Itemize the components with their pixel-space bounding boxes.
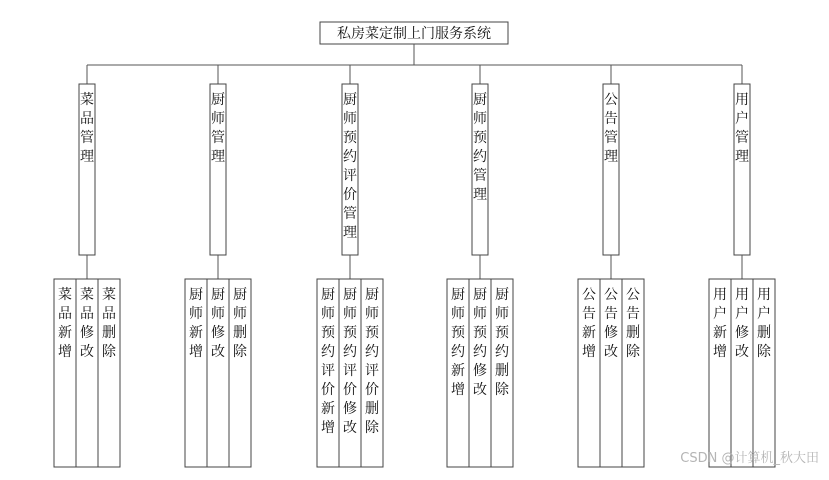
leaf-label-char: 公 xyxy=(582,287,596,303)
leaf-label-char: 新 xyxy=(189,325,203,341)
module-box xyxy=(210,84,226,255)
leaf-label-char: 菜 xyxy=(80,287,94,303)
leaf-label-char: 师 xyxy=(343,306,357,322)
leaf-label-char: 预 xyxy=(365,325,379,341)
leaf-label-char: 价 xyxy=(343,382,357,398)
watermark: CSDN @计算机_秋大田 xyxy=(680,451,819,466)
leaf-label-char: 预 xyxy=(473,325,487,341)
module-label-char: 理 xyxy=(211,149,225,165)
leaf-label-char: 新 xyxy=(321,401,335,417)
leaf-label-char: 用 xyxy=(713,287,727,303)
leaf-label-char: 删 xyxy=(102,325,116,341)
leaf-label-char: 新 xyxy=(58,325,72,341)
leaf-label-char: 删 xyxy=(233,325,247,341)
leaf-label-char: 删 xyxy=(757,325,771,341)
leaf-label-char: 户 xyxy=(735,306,749,322)
leaf-label-char: 增 xyxy=(451,382,465,398)
leaf-label-char: 师 xyxy=(189,306,203,322)
leaf-label-char: 预 xyxy=(495,325,509,341)
leaf-label-char: 评 xyxy=(343,363,357,379)
leaf-label-char: 品 xyxy=(80,306,94,322)
leaf-label-char: 约 xyxy=(321,344,335,360)
module-box xyxy=(603,84,619,255)
module-label-char: 价 xyxy=(343,187,357,203)
leaf-label-char: 修 xyxy=(473,363,487,379)
leaf-label-char: 评 xyxy=(365,363,379,379)
leaf-label-char: 品 xyxy=(102,306,116,322)
leaf-label-char: 告 xyxy=(604,306,618,322)
module-label-char: 理 xyxy=(735,149,749,165)
leaf-label-char: 除 xyxy=(365,420,379,436)
module-label-char: 理 xyxy=(473,187,487,203)
leaf-label-char: 用 xyxy=(735,287,749,303)
leaf-label-char: 修 xyxy=(211,325,225,341)
leaf-label-char: 公 xyxy=(604,287,618,303)
leaf-label-char: 师 xyxy=(451,306,465,322)
leaf-label-char: 修 xyxy=(80,325,94,341)
leaf-label-char: 改 xyxy=(473,382,487,398)
root-label: 私房菜定制上门服务系统 xyxy=(337,26,491,42)
module-label-char: 用 xyxy=(735,92,749,108)
leaf-label-char: 厨 xyxy=(233,287,247,303)
leaf-label-char: 修 xyxy=(735,325,749,341)
leaf-label-char: 增 xyxy=(189,344,203,360)
leaf-label-char: 约 xyxy=(495,344,509,360)
leaf-label-char: 修 xyxy=(604,325,618,341)
leaf-label-char: 约 xyxy=(473,344,487,360)
leaf-label-char: 厨 xyxy=(211,287,225,303)
leaf-label-char: 改 xyxy=(735,344,749,360)
module-label-char: 管 xyxy=(343,206,357,222)
leaf-label-char: 约 xyxy=(451,344,465,360)
leaf-label-char: 厨 xyxy=(451,287,465,303)
module-label-char: 师 xyxy=(473,111,487,127)
module-label-char: 菜 xyxy=(80,92,94,108)
module-box xyxy=(79,84,95,255)
leaf-label-char: 师 xyxy=(211,306,225,322)
leaf-label-char: 改 xyxy=(604,344,618,360)
module-label-char: 管 xyxy=(80,130,94,146)
leaf-label-char: 师 xyxy=(233,306,247,322)
module-label-char: 品 xyxy=(80,111,94,127)
module-label-char: 公 xyxy=(604,92,618,108)
leaf-label-char: 厨 xyxy=(321,287,335,303)
leaf-label-char: 除 xyxy=(757,344,771,360)
leaf-label-char: 告 xyxy=(582,306,596,322)
leaf-label-char: 修 xyxy=(343,401,357,417)
module-label-char: 师 xyxy=(211,111,225,127)
leaf-label-char: 用 xyxy=(757,287,771,303)
module-label-char: 告 xyxy=(604,111,618,127)
module-box xyxy=(734,84,750,255)
module-label-char: 评 xyxy=(343,168,357,184)
leaf-label-char: 厨 xyxy=(365,287,379,303)
module-label-char: 约 xyxy=(343,149,357,165)
leaf-label-char: 预 xyxy=(343,325,357,341)
leaf-label-char: 评 xyxy=(321,363,335,379)
leaf-label-char: 改 xyxy=(343,420,357,436)
leaf-label-char: 改 xyxy=(80,344,94,360)
module-label-char: 预 xyxy=(473,130,487,146)
leaf-label-char: 户 xyxy=(713,306,727,322)
module-label-char: 厨 xyxy=(211,92,225,108)
module-label-char: 理 xyxy=(343,225,357,241)
leaf-label-char: 新 xyxy=(582,325,596,341)
module-label-char: 师 xyxy=(343,111,357,127)
module-label-char: 厨 xyxy=(473,92,487,108)
leaf-label-char: 师 xyxy=(365,306,379,322)
module-label-char: 管 xyxy=(211,130,225,146)
module-label-char: 户 xyxy=(735,111,749,127)
leaf-label-char: 厨 xyxy=(343,287,357,303)
leaf-label-char: 改 xyxy=(211,344,225,360)
leaf-label-char: 约 xyxy=(343,344,357,360)
leaf-label-char: 菜 xyxy=(58,287,72,303)
leaf-label-char: 户 xyxy=(757,306,771,322)
leaf-label-char: 删 xyxy=(626,325,640,341)
leaf-label-char: 除 xyxy=(495,382,509,398)
leaf-label-char: 约 xyxy=(365,344,379,360)
leaf-label-char: 价 xyxy=(365,382,379,398)
leaf-label-char: 除 xyxy=(233,344,247,360)
module-label-char: 预 xyxy=(343,130,357,146)
leaf-label-char: 价 xyxy=(321,382,335,398)
leaf-label-char: 师 xyxy=(473,306,487,322)
leaf-label-char: 预 xyxy=(321,325,335,341)
leaf-label-char: 师 xyxy=(321,306,335,322)
module-label-char: 理 xyxy=(604,149,618,165)
module-label-char: 理 xyxy=(80,149,94,165)
leaf-label-char: 告 xyxy=(626,306,640,322)
leaf-label-char: 师 xyxy=(495,306,509,322)
leaf-label-char: 预 xyxy=(451,325,465,341)
leaf-label-char: 新 xyxy=(451,363,465,379)
leaf-label-char: 删 xyxy=(495,363,509,379)
module-label-char: 管 xyxy=(735,130,749,146)
leaf-label-char: 品 xyxy=(58,306,72,322)
module-label-char: 管 xyxy=(473,168,487,184)
module-label-char: 约 xyxy=(473,149,487,165)
leaf-label-char: 删 xyxy=(365,401,379,417)
leaf-label-char: 菜 xyxy=(102,287,116,303)
leaf-label-char: 新 xyxy=(713,325,727,341)
leaf-label-char: 增 xyxy=(58,344,72,360)
leaf-label-char: 公 xyxy=(626,287,640,303)
leaf-label-char: 增 xyxy=(321,420,335,436)
leaf-label-char: 除 xyxy=(626,344,640,360)
module-label-char: 厨 xyxy=(343,92,357,108)
leaf-label-char: 增 xyxy=(713,344,727,360)
leaf-label-char: 厨 xyxy=(473,287,487,303)
leaf-label-char: 厨 xyxy=(189,287,203,303)
module-label-char: 管 xyxy=(604,130,618,146)
leaf-label-char: 增 xyxy=(582,344,596,360)
leaf-label-char: 厨 xyxy=(495,287,509,303)
leaf-label-char: 除 xyxy=(102,344,116,360)
